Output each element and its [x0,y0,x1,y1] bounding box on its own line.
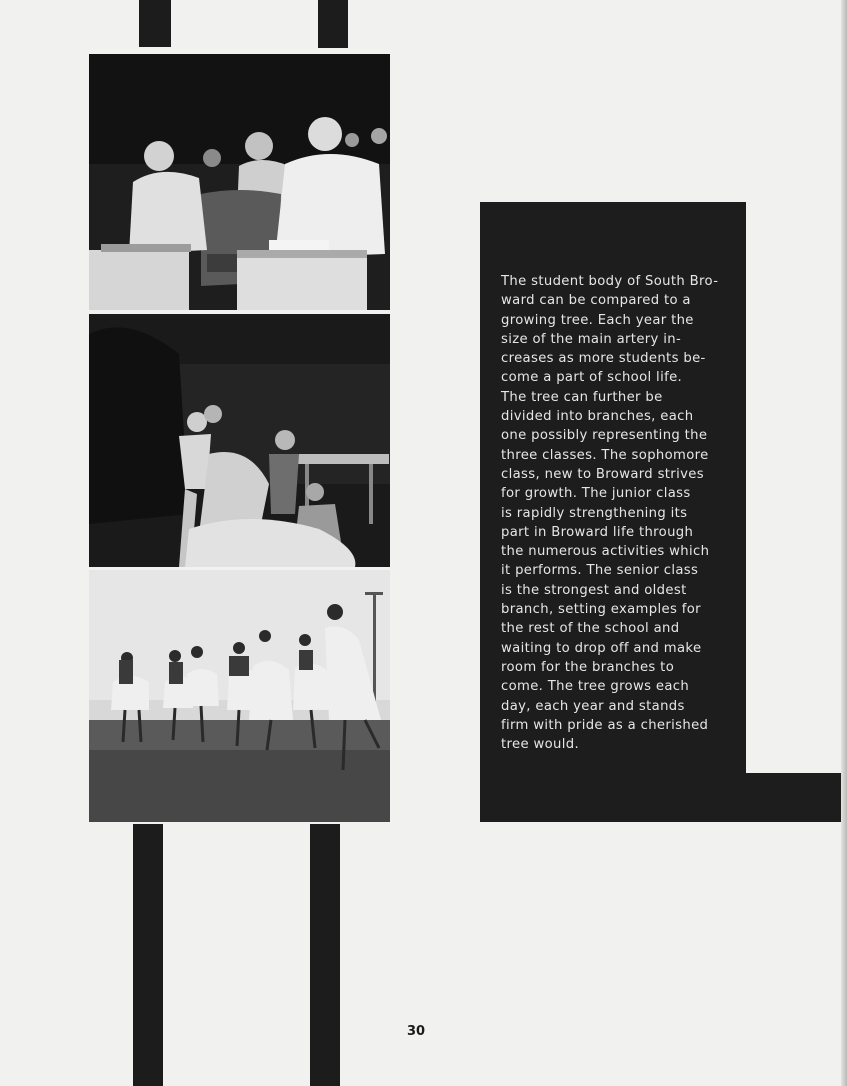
page-edge-shadow [841,0,847,1086]
top-right-bar [318,0,348,48]
text-panel-foot [742,773,842,822]
body-paragraph: The student body of South Bro- ward can be compared to a growing tree. Each year the size of the main artery in- creases as more students be- come a part of school life. The tree can further be divided into branches, each one possibly representing the three classes. The sophomore class, new to Broward strives for growth. The junior class is rapidly strengthening its part in Broward life through the numerous activities which it performs. The senior class is the strongest and oldest branch, setting examples for the rest of the school and waiting to drop off and make room for the branches to come. The tree grows each day, each year and stands firm with pride as a cherished tree would. [501,274,719,753]
photo-night-crowd [89,314,390,567]
photo-outdoor-dance [89,570,390,822]
top-left-bar [139,0,171,47]
bottom-left-bar [133,824,163,1086]
bottom-right-bar [310,824,340,1086]
page-number: 30 [406,1024,426,1039]
photo-students-at-desks [89,54,390,310]
